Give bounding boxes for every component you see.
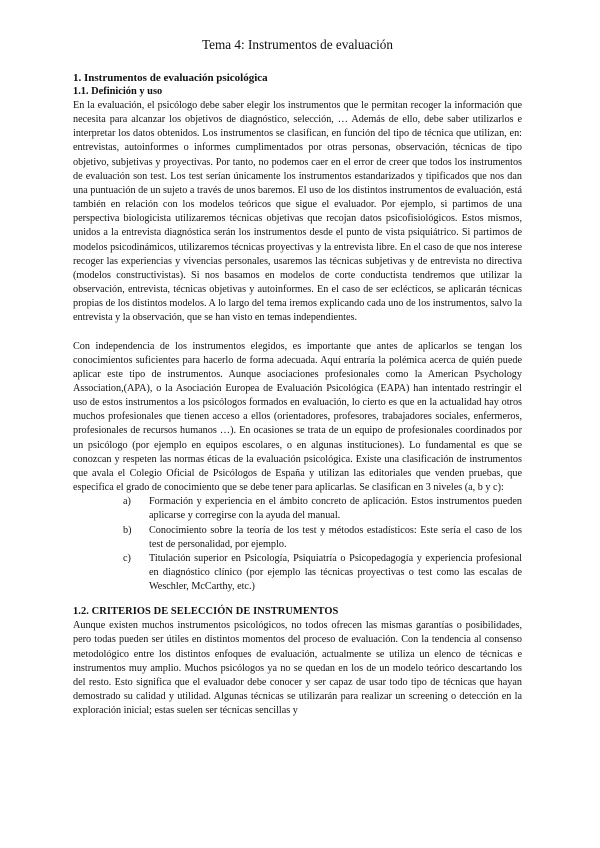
- body-paragraph: Aunque existen muchos instrumentos psicológicos, no todos ofrecen las mismas garantías o posibilidades, pero todas pueden ser útiles en distintos momentos del proceso de evaluación. Con la tendencia al consenso metodológico entre los distintos enfoques de evaluación, actualmente se utiliza un elenco de técnicas e instrumentos muy amplio. Muchos psicólogos ya no se quedan en los de un modelo teórico descartando los del resto. Esto significa que el evaluador debe conocer y ser capaz de usar todo tipo de técnicas que hayan demostrado su calidad y utilidad. Algunas técnicas se utilizarán para realizar un screening o detección en la exploración inicial; estas suelen ser técnicas sencillas y: [73, 620, 522, 717]
- body-paragraph: Con independencia de los instrumentos elegidos, es importante que antes de aplicarlos se tengan los conocimientos suficientes para hacerlo de forma adecuada. Aquí entraría la polémica acerca de quién puede aplicar este tipo de instrumentos. Aunque asociaciones profesionales como la American Psychology Association,(APA), o la Asociación Europea de Evaluación Psicológica (EAPA) han intentado restringir el uso de estos instrumentos a los psicólogos formados en evaluación, lo cierto es que en la actualidad hay otros muchos profesionales que tienen acceso a ellos (orientadores, profesores, trabajadores sociales, enfermeros, profesionales de recursos humanos …). En ocasiones se trata de un equipo de profesionales coordinados por un psicólogo (por ejemplo en equipos escolares, o en algunas instituciones). Lo fundamental es que se conozcan y respeten las normas éticas de la evaluación psicológica. Existe una clasificación de instrumentos que avala el Colegio Oficial de Psicólogos de España y utilizan las editoriales que venden pruebas, que especifica el grado de conocimiento que se debe tener para aplicarlas. Se clasifican en 3 niveles (a, b y c):: [73, 340, 522, 494]
- list-item-text: Titulación superior en Psicología, Psiquiatría o Psicopedagogía y experiencia profesional en diagnóstico clínico (por ejemplo las técnicas proyectivas o test como las escalas de Weschler, McCarthy, etc.): [149, 552, 522, 593]
- document-title: Tema 4: Instrumentos de evaluación: [202, 37, 393, 52]
- list-item: [123, 495, 522, 523]
- list-item-text: Formación y experiencia en el ámbito concreto de aplicación. Estos instrumentos pueden aplicarse y corregirse con la ayuda del manual.: [149, 496, 522, 522]
- paragraph-spacer: [73, 326, 522, 340]
- list-item: [123, 524, 522, 552]
- list-marker: a): [123, 496, 131, 508]
- levels-list: [73, 495, 522, 594]
- list-item-text: Conocimiento sobre la teoría de los test y métodos estadísticos: Este sería el caso de los test de personalidad, por ejemplo.: [149, 524, 522, 550]
- list-marker: b): [123, 524, 132, 536]
- body-paragraph: En la evaluación, el psicólogo debe saber elegir los instrumentos que le permitan recoger la información que necesita para alcanzar los objetivos de diagnóstico, selección, … Además de ello, debe saber utilizarlos e interpretar los datos obtenidos. Los instrumentos se clasifican, en función del tipo de técnica que utilizan, en: entrevistas, autoinformes o informes cumplimentados por otras personas, observación, técnicas de tipo objetivo, subjetivas y proyectivas. Por tanto, no podemos caer en el error de creer que todos los instrumentos de evaluación son test. Los test serían únicamente los instrumentos estandarizados y tipificados que nos dan una puntuación de un sujeto a través de unos baremos. El uso de los distintos instrumentos de evaluación, está también en relación con los modelos teóricos que sigue el evaluador. Por ejemplo, si partimos de una perspectiva biologicista utilizaremos técnicas objetivas que recojan datos psicofisiológicos. Estos mismos, unidos a la entrevista diagnóstica serán los instrumentos desde el punto de vista psiquiátrico. Si partimos de modelos psicodinámicos, utilizaremos técnicas proyectivas y la entrevista libre. En el caso de que nos interese recoger las experiencias y vivencias personales, usaremos las técnicas subjetivas y de entrevista no directiva (modelos constructivistas). Si nos basamos en modelos de corte conductista tendremos que utilizar la observación, entrevista, técnicas objetivas y autoinformes. En el caso de ser eclécticos, se aplicarán técnicas propias de los distintos modelos. A lo largo del tema iremos explicando cada uno de los instrumentos, salvo la entrevista y la observación, que se han visto en temas independientes.: [73, 100, 522, 324]
- list-marker: c): [123, 552, 131, 564]
- subsection-heading: 1.1. Definición y uso: [73, 86, 163, 97]
- section-heading: 1. Instrumentos de evaluación psicológica: [73, 72, 268, 84]
- list-item: [123, 552, 522, 594]
- subsection-heading: 1.2. CRITERIOS DE SELECCIÓN DE INSTRUMENTOS: [73, 606, 339, 618]
